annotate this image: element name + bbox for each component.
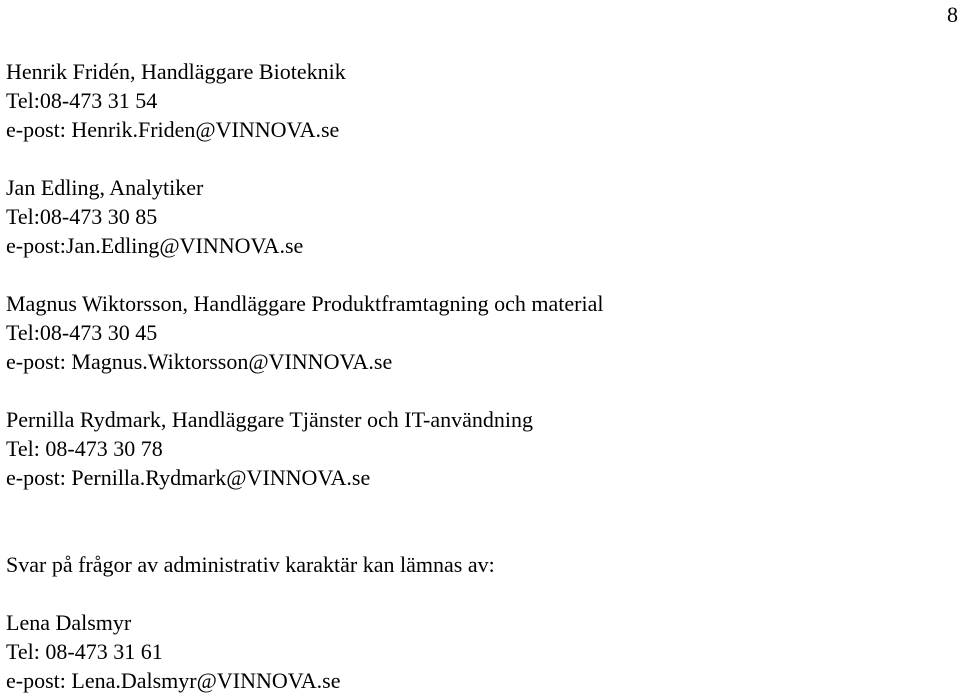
- contact-name-role: Pernilla Rydmark, Handläggare Tjänster och IT-användning: [6, 407, 533, 432]
- contact-email: e-post: Magnus.Wiktorsson@VINNOVA.se: [6, 349, 393, 374]
- admin-heading-block: [6, 550, 946, 579]
- contact-block: [6, 405, 946, 492]
- contact-name-role: Henrik Fridén, Handläggare Bioteknik: [6, 59, 346, 84]
- contact-name-role: Jan Edling, Analytiker: [6, 175, 204, 200]
- contact-email: e-post: Pernilla.Rydmark@VINNOVA.se: [6, 465, 371, 490]
- document-body: [6, 57, 946, 695]
- contact-block: [6, 57, 946, 144]
- contact-phone: Tel:08-473 30 45: [6, 320, 158, 345]
- contact-email: e-post: Henrik.Friden@VINNOVA.se: [6, 117, 340, 142]
- contact-name-role: Magnus Wiktorsson, Handläggare Produktframtagning och material: [6, 291, 604, 316]
- contact-block: [6, 173, 946, 260]
- contact-phone: Tel: 08-473 30 78: [6, 436, 163, 461]
- contact-email: e-post:Jan.Edling@VINNOVA.se: [6, 233, 304, 258]
- admin-contact-block: [6, 608, 946, 695]
- admin-contact-name: Lena Dalsmyr: [6, 610, 132, 635]
- contact-block: [6, 289, 946, 376]
- admin-heading: Svar på frågor av administrativ karaktär kan lämnas av:: [6, 552, 495, 577]
- admin-contact-phone: Tel: 08-473 31 61: [6, 639, 163, 664]
- admin-contact-email: e-post: Lena.Dalsmyr@VINNOVA.se: [6, 668, 341, 693]
- contact-phone: Tel:08-473 30 85: [6, 204, 158, 229]
- contact-phone: Tel:08-473 31 54: [6, 88, 158, 113]
- page-number: 8: [947, 2, 958, 27]
